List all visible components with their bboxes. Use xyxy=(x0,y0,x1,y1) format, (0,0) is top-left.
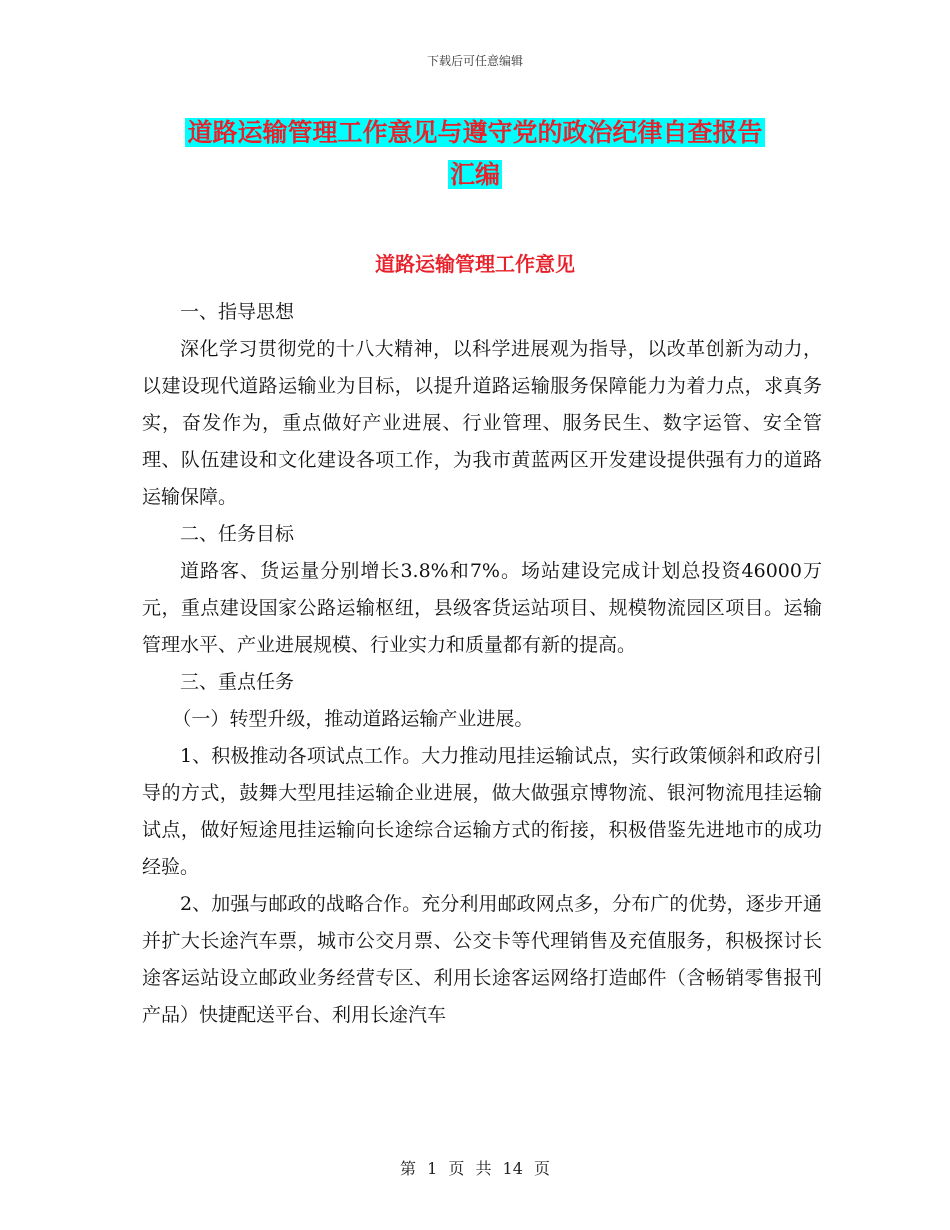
document-title-line-2: 汇编 xyxy=(449,160,500,189)
paragraph-postal-cooperation: 2、加强与邮政的战略合作。充分利用邮政网点多，分布广的优势，逐步开通并扩大长途汽车票，城市公交月票、公交卡等代理销售及充值服务，积极探讨长途客运站设立邮政业务经营专区、利用长途客运网络打造邮件（含畅销零售报刊产品）快捷配送平台、利用长途汽车 xyxy=(142,893,822,1026)
document-title xyxy=(0,112,950,196)
heading-task-goals: 二、任务目标 xyxy=(180,523,295,545)
paragraph-pilot-work: 1、积极推动各项试点工作。大力推动甩挂运输试点，实行政策倾斜和政府引导的方式，鼓舞大型甩挂运输企业进展，做大做强京博物流、银河物流甩挂运输试点，做好短途甩挂运输向长途综合运输方式的衔接，积极借鉴先进地市的成功经验。 xyxy=(142,745,822,878)
document-body xyxy=(142,294,822,1034)
page-footer-pagination: 第 1 页 共 14 页 xyxy=(400,1159,550,1178)
heading-key-tasks: 三、重点任务 xyxy=(180,671,295,693)
paragraph-task-goals: 道路客、货运量分别增长3.8%和7%。场站建设完成计划总投资46000万元，重点建设国家公路运输枢纽，县级客货运站项目、规模物流园区项目。运输管理水平、产业进展规模、行业实力和质量都有新的提高。 xyxy=(142,560,822,656)
subheading-transformation: （一）转型升级，推动道路运输产业进展。 xyxy=(172,708,534,730)
paragraph-guiding-ideology: 深化学习贯彻党的十八大精神，以科学进展观为指导，以改革创新为动力，以建设现代道路运输业为目标，以提升道路运输服务保障能力为着力点，求真务实，奋发作为，重点做好产业进展、行业管理、服务民生、数字运管、安全管理、队伍建设和文化建设各项工作，为我市黄蓝两区开发建设提供强有力的道路运输保障。 xyxy=(142,338,822,508)
section-title: 道路运输管理工作意见 xyxy=(375,252,575,276)
page-header-note: 下载后可任意编辑 xyxy=(426,54,523,68)
heading-guiding-ideology: 一、指导思想 xyxy=(180,301,295,323)
document-title-line-1: 道路运输管理工作意见与遵守党的政治纪律自查报告 xyxy=(187,118,763,147)
